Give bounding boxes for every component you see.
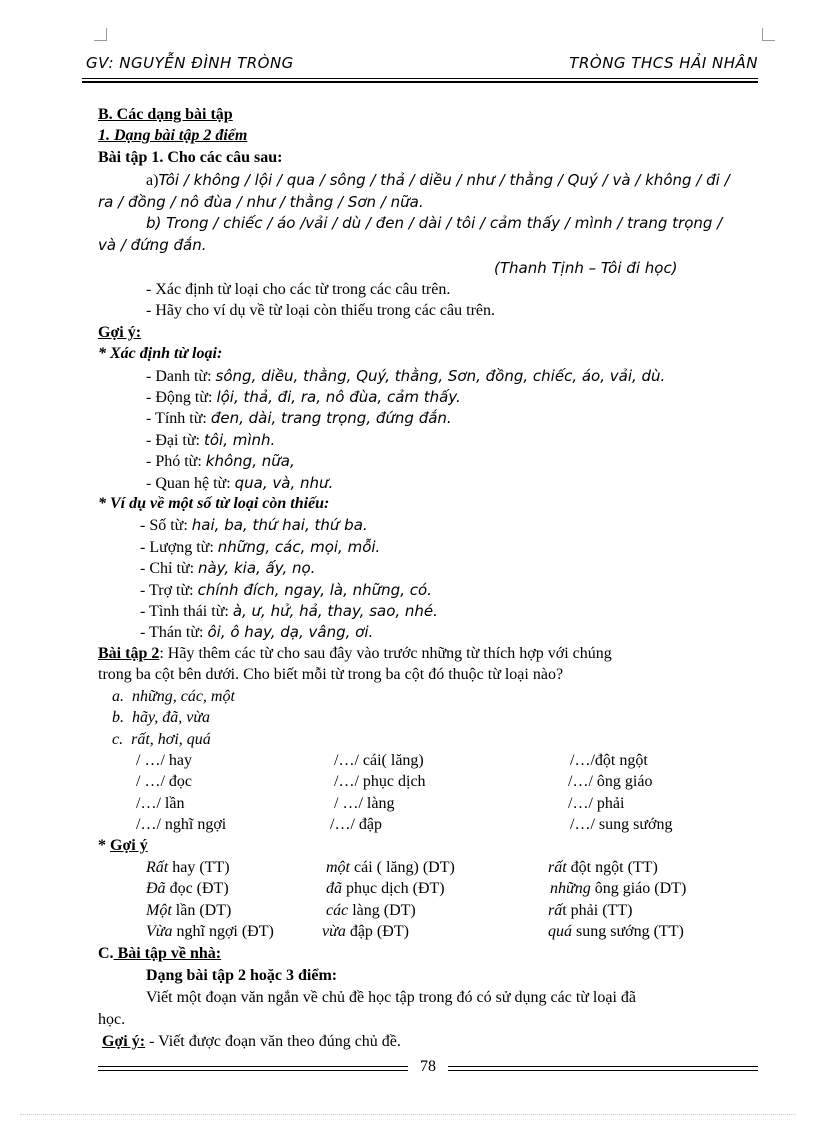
hint2-cell: một cái ( lăng) (DT) bbox=[326, 859, 455, 876]
hint1-sub2: * Ví dụ về một số từ loại còn thiếu: bbox=[98, 495, 330, 512]
header-rule bbox=[82, 78, 758, 83]
ex1-sentence-b-line2: và / đứng đắn. bbox=[98, 236, 207, 254]
hint2-cell: những ông giáo (DT) bbox=[550, 880, 687, 897]
ex2-option-b: b. hãy, đã, vừa bbox=[112, 709, 211, 726]
ex2-grid-cell: /…/ cái( lăng) bbox=[334, 752, 424, 769]
page-footer bbox=[98, 1058, 758, 1080]
hint1-item-noun: - Danh từ: sông, diều, thằng, Quý, thằng, Sơn, đồng, chiếc, áo, vải, dù. bbox=[146, 367, 666, 385]
page-number: 78 bbox=[420, 1058, 436, 1075]
ex2-title: Bài tập 2 bbox=[98, 645, 160, 662]
ex1-task2: - Hãy cho ví dụ về từ loại còn thiếu trong các câu trên. bbox=[146, 302, 495, 319]
ex1-sentence-a-line2: ra / đồng / nô đùa / như / thằng / Sơn / nữa. bbox=[98, 193, 424, 211]
hint1-item-interjection: - Thán từ: ôi, ô hay, dạ, vâng, ơi. bbox=[140, 623, 374, 641]
ex2-grid-cell: /…/ phục dịch bbox=[334, 773, 426, 790]
footer-rule-right bbox=[448, 1066, 758, 1071]
hint1-item-demonstrative: - Chỉ từ: này, kia, ấy, nọ. bbox=[140, 559, 316, 577]
ex2-grid-cell: /…/đột ngột bbox=[570, 752, 648, 769]
ex2-line2: trong ba cột bên dưới. Cho biết mỗi từ trong ba cột đó thuộc từ loại nào? bbox=[98, 666, 564, 683]
ex2-option-c: c. rất, hơi, quá bbox=[112, 731, 211, 748]
header-school: TRÒNG THCS HẢI NHÂN bbox=[569, 54, 758, 72]
type1-heading: 1. Dạng bài tập 2 điểm bbox=[98, 127, 248, 144]
ex1-sentence-a-line1 bbox=[146, 170, 730, 191]
ex2-grid-cell: /…/ phải bbox=[568, 795, 625, 812]
hint2-cell: rất phải (TT) bbox=[548, 902, 633, 919]
ex2-grid-cell: /…/ ông giáo bbox=[568, 773, 653, 790]
header-teacher: GV: NGUYỄN ĐÌNH TRÒNG bbox=[86, 54, 294, 72]
section-c-heading: C. Bài tập về nhà: bbox=[98, 945, 222, 962]
ex1-source: (Thanh Tịnh – Tôi đi học) bbox=[494, 259, 678, 277]
ex1-a-prefix: a) bbox=[146, 172, 159, 189]
hint1-item-pronoun: - Đại từ: tôi, mình. bbox=[146, 431, 276, 449]
hint2-heading: * Gợi ý bbox=[98, 837, 148, 854]
hint1-item-relational: - Quan hệ từ: qua, và, như. bbox=[146, 474, 334, 492]
ex2-grid-cell: /…/ sung sướng bbox=[570, 816, 673, 833]
home-type: Dạng bài tập 2 hoặc 3 điểm: bbox=[146, 967, 338, 984]
home-hint: Gợi ý: - Viết được đoạn văn theo đúng chủ đề. bbox=[102, 1033, 401, 1050]
ex1-title: Bài tập 1. Cho các câu sau: bbox=[98, 149, 283, 166]
ex2-line1: Bài tập 2: Hãy thêm các từ cho sau đây vào trước những từ thích hợp với chúng bbox=[98, 645, 612, 662]
ex2-grid-cell: /…/ đập bbox=[330, 816, 382, 833]
ex2-grid-cell: /…/ lần bbox=[136, 795, 185, 812]
crop-mark-top-right bbox=[762, 28, 775, 41]
hint1-item-adjective: - Tính từ: đen, dài, trang trọng, đứng đắn. bbox=[146, 409, 452, 427]
ex1-sentence-b-line1: b) Trong / chiếc / áo /vải / dù / đen / dài / tôi / cảm thấy / mình / trang trọng / bbox=[146, 214, 723, 232]
hint2-cell: đã phục dịch (ĐT) bbox=[326, 880, 445, 897]
home-task-line1: Viết một đoạn văn ngắn về chủ đề học tập trong đó có sử dụng các từ loại đã bbox=[146, 989, 637, 1006]
hint2-cell: Đã đọc (ĐT) bbox=[146, 880, 229, 897]
hint2-cell: vừa đập (ĐT) bbox=[322, 923, 409, 940]
page-bottom-dotted-border bbox=[20, 1114, 796, 1115]
hint1-sub1: * Xác định từ loại: bbox=[98, 345, 223, 362]
hint2-cell: quá sung sướng (TT) bbox=[548, 923, 684, 940]
hint2-cell: Một lần (DT) bbox=[146, 902, 232, 919]
hint1-label: Gợi ý: bbox=[98, 324, 142, 341]
ex2-grid-cell: /…/ nghĩ ngợi bbox=[136, 816, 227, 833]
hint1-item-particle: - Trợ từ: chính đích, ngay, là, những, có. bbox=[140, 581, 432, 599]
section-b-heading: B. Các dạng bài tập bbox=[98, 106, 233, 123]
page-header bbox=[82, 54, 758, 82]
ex2-grid-cell: / …/ làng bbox=[334, 795, 395, 812]
hint2-cell: Vừa nghĩ ngợi (ĐT) bbox=[146, 923, 274, 940]
ex2-option-a: a. những, các, một bbox=[112, 688, 235, 705]
hint2-cell: các làng (DT) bbox=[326, 902, 416, 919]
ex1-task1: - Xác định từ loại cho các từ trong các câu trên. bbox=[146, 281, 451, 298]
hint2-cell: rất đột ngột (TT) bbox=[548, 859, 658, 876]
home-task-line2: học. bbox=[98, 1011, 126, 1028]
home-hint-label: Gợi ý: bbox=[102, 1033, 146, 1050]
hint1-item-verb: - Động từ: lội, thả, đi, ra, nô đùa, cảm thấy. bbox=[146, 388, 461, 406]
hint1-item-adverb: - Phó từ: không, nữa, bbox=[146, 452, 295, 470]
hint1-item-numeral: - Số từ: hai, ba, thứ hai, thứ ba. bbox=[140, 516, 368, 534]
crop-mark-top-left bbox=[94, 28, 107, 41]
hint1-item-modal: - Tình thái từ: à, ư, hử, hả, thay, sao, nhé. bbox=[140, 602, 438, 620]
hint2-cell: Rất hay (TT) bbox=[146, 859, 230, 876]
hint1-item-quantifier: - Lượng từ: những, các, mọi, mỗi. bbox=[140, 538, 381, 556]
ex2-grid-cell: / …/ đọc bbox=[136, 773, 192, 790]
ex2-grid-cell: / …/ hay bbox=[136, 752, 192, 769]
ex1-a-text1: Tôi / không / lội / qua / sông / thả / diều / như / thằng / Quý / và / không / đi / bbox=[158, 171, 730, 189]
